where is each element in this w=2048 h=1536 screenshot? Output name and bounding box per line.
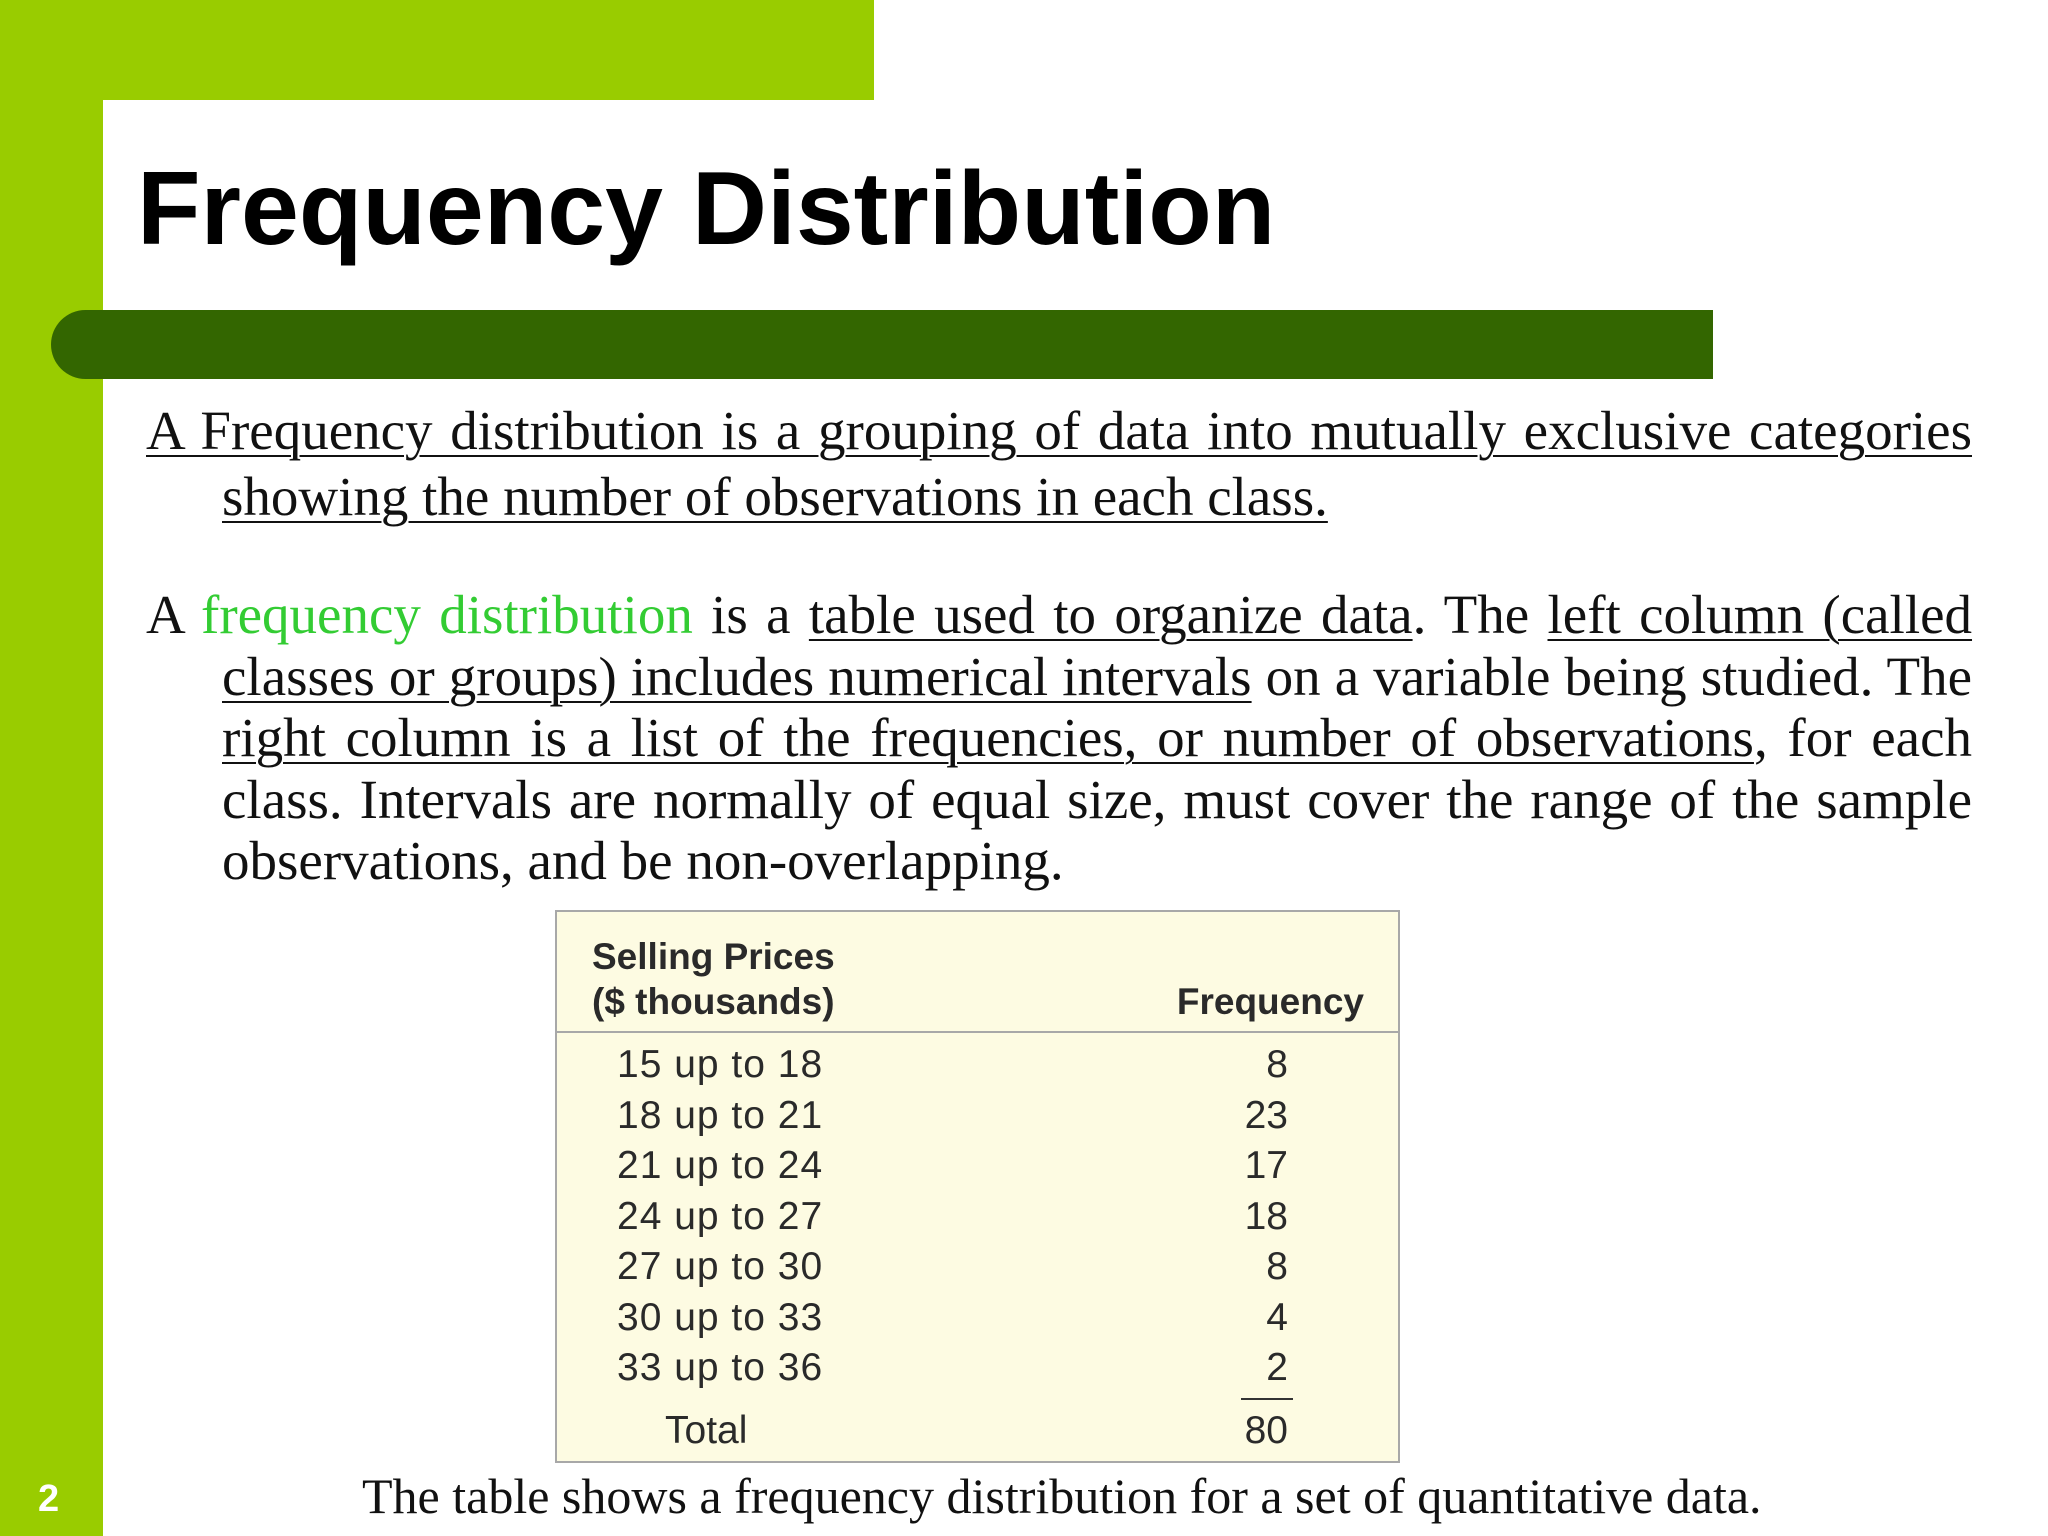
table-caption: The table shows a frequency distribution for a set of quantitative data. xyxy=(362,1468,1762,1524)
table-cell-class: 15 up to 18 xyxy=(617,1043,824,1086)
table-total-label: Total xyxy=(665,1409,748,1452)
table-total-row xyxy=(557,1406,1398,1456)
table-row xyxy=(557,1141,1398,1192)
table-cell-class: 24 up to 27 xyxy=(617,1194,824,1238)
left-accent-bar xyxy=(0,0,103,1536)
table-cell-frequency: 23 xyxy=(1244,1093,1288,1137)
table-cell-frequency: 2 xyxy=(1266,1346,1288,1389)
table-cell-frequency: 8 xyxy=(1266,1245,1288,1288)
table-cell-class: 27 up to 30 xyxy=(617,1245,824,1288)
table-row xyxy=(557,1293,1398,1344)
table-cell-class: 33 up to 36 xyxy=(617,1346,824,1389)
table-cell-class: 30 up to 33 xyxy=(617,1295,824,1339)
definition-text: A Frequency distribution is a grouping of data into mutually exclusive categories showing the number of observations in each class. xyxy=(146,400,1972,527)
table-row xyxy=(557,1242,1398,1293)
table-row xyxy=(557,1040,1398,1091)
table-body xyxy=(557,1040,1398,1394)
slide-title: Frequency Distribution xyxy=(137,151,1276,267)
frequency-distribution-link[interactable]: frequency distribution xyxy=(201,584,693,645)
explanation-seg-9: , for each class. Intervals are normally of equal size, must cover the range of the sample observations, and be non-overlapping. xyxy=(222,707,1973,891)
explanation-seg-6: left column (called classes or groups) includes numerical intervals xyxy=(222,584,1973,707)
table-row xyxy=(557,1343,1398,1394)
definition-paragraph xyxy=(146,398,1972,530)
table-cell-frequency: 17 xyxy=(1244,1144,1288,1187)
explanation-seg-4: table used to organize data xyxy=(808,584,1413,645)
title-divider-bar xyxy=(51,310,1713,379)
top-accent-bar xyxy=(0,0,874,100)
explanation-seg-8: right column is a list of the frequencies, or number of observations xyxy=(222,707,1754,768)
explanation-seg-7: on a variable being studied. The xyxy=(1251,645,1972,707)
table-header-rule xyxy=(557,1031,1398,1033)
table-header-class-line2: ($ thousands) xyxy=(592,981,835,1022)
table-cell-frequency: 4 xyxy=(1266,1295,1288,1339)
table-cell-frequency: 8 xyxy=(1266,1043,1288,1086)
explanation-paragraph xyxy=(146,584,1972,892)
explanation-seg-5: . The xyxy=(1412,584,1548,645)
table-row xyxy=(557,1192,1398,1243)
table-header-class xyxy=(592,934,835,1024)
slide-number: 2 xyxy=(38,1478,60,1520)
frequency-table xyxy=(555,910,1400,1463)
table-total-value: 80 xyxy=(1244,1409,1288,1452)
table-cell-class: 21 up to 24 xyxy=(617,1144,824,1187)
table-row xyxy=(557,1091,1398,1142)
table-header-frequency: Frequency xyxy=(1176,981,1364,1022)
table-cell-class: 18 up to 21 xyxy=(617,1093,824,1137)
total-rule xyxy=(1241,1398,1293,1400)
table-cell-frequency: 18 xyxy=(1244,1194,1288,1238)
explanation-seg-3: is a xyxy=(692,584,809,645)
table-header-class-line1: Selling Prices xyxy=(592,936,835,977)
explanation-seg-1: A xyxy=(146,584,202,645)
